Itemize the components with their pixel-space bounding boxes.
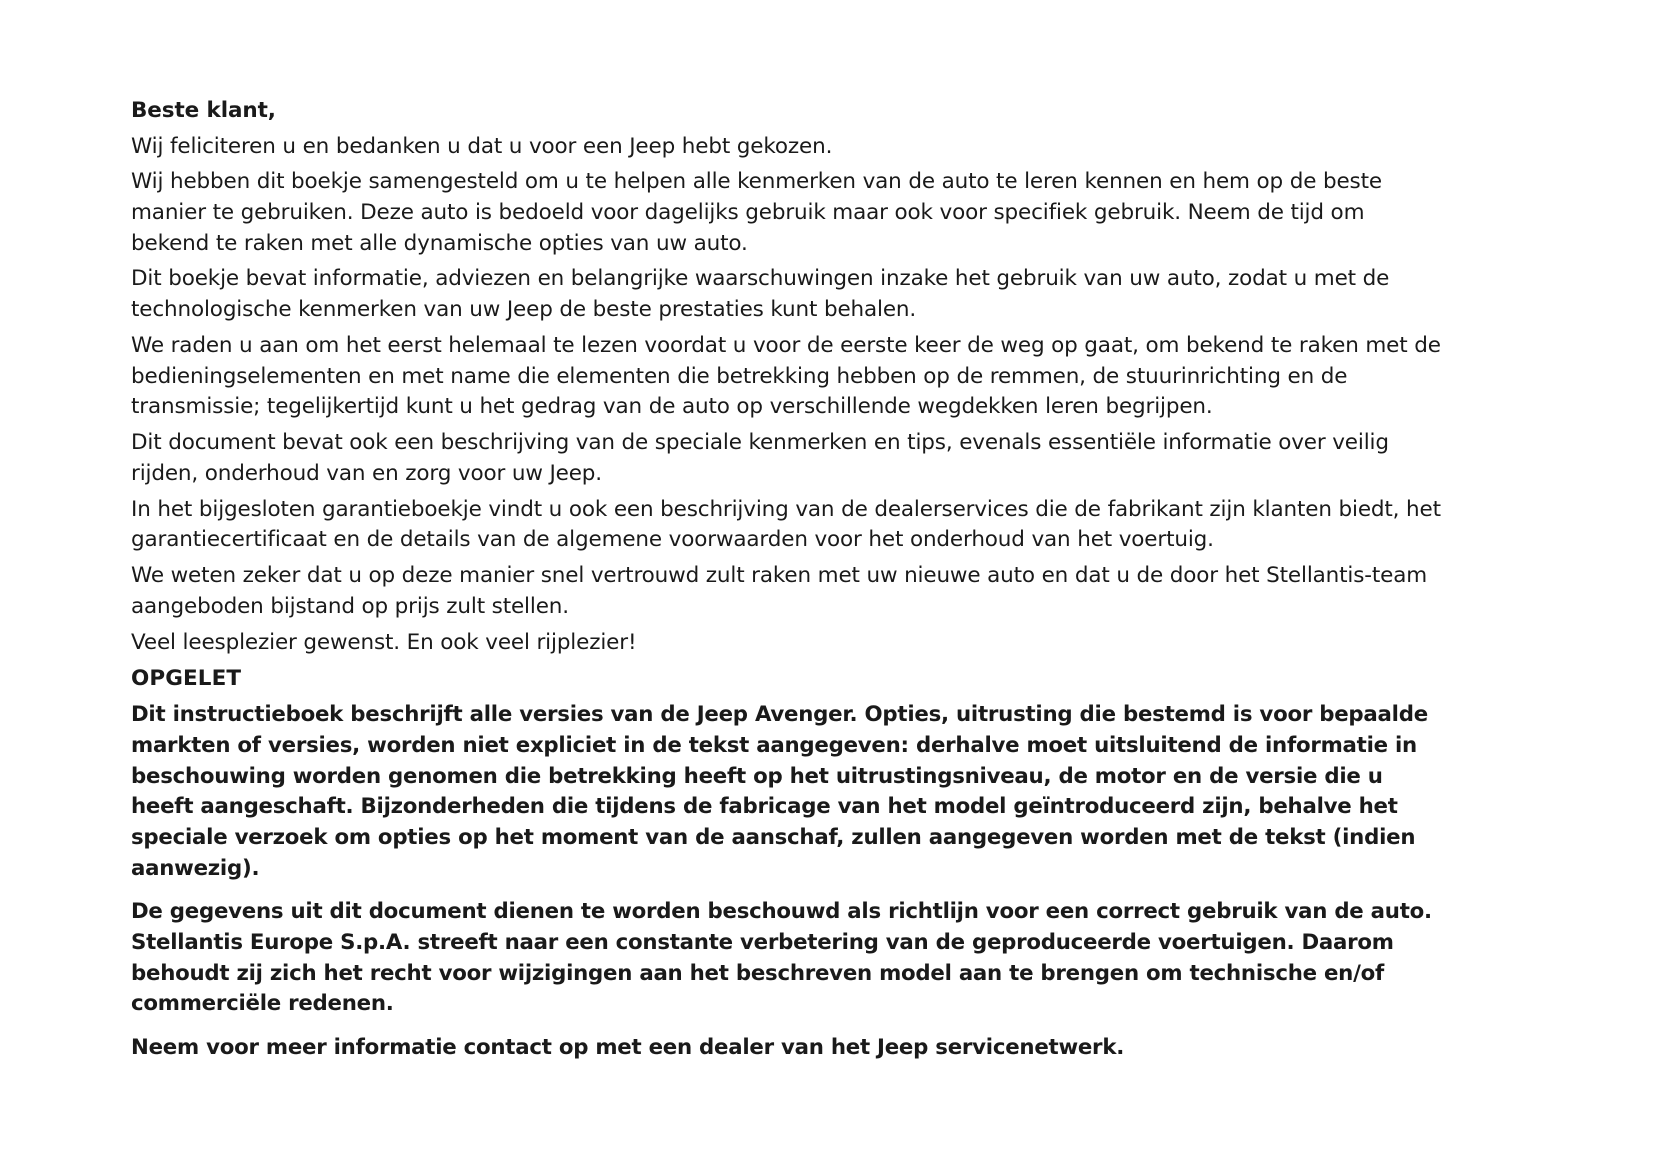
intro-paragraph-2: Wij hebben dit boekje samengesteld om u te helpen alle kenmerken van de auto te leren kennen en hem op de beste manier te gebruiken. Deze auto is bedoeld voor dagelijks gebruik maar ook voor specifiek gebruik. Neem de tijd om bekend te raken met alle dynamische opties van uw auto. (131, 169, 1382, 256)
caution-paragraph-1: Dit instructieboek beschrijft alle versies van de Jeep Avenger. Opties, uitrusting die bestemd is voor bepaalde markten of versies, worden niet expliciet in de tekst aangegeven: derhalve moet uitsluitend de informatie in beschouwing worden genomen die betrekking heeft op het uitrustingsniveau, de motor en de versie die u heeft aangeschaft. Bijzonderheden die tijdens de fabricage van het model geïntroduceerd zijn, behalve het speciale verzoek om opties op het moment van de aanschaf, zullen aangegeven worden met de tekst (indien aanwezig). (131, 702, 1428, 881)
intro-paragraph-7: We weten zeker dat u op deze manier snel vertrouwd zult raken met uw nieuwe auto en dat u de door het Stellantis-team aangeboden bijstand op prijs zult stellen. (131, 563, 1428, 619)
intro-paragraph-1: Wij feliciteren u en bedanken u dat u voor een Jeep hebt gekozen. (131, 133, 833, 159)
greeting-heading: Beste klant, (131, 98, 276, 123)
caution-paragraph-2: De gegevens uit dit document dienen te worden beschouwd als richtlijn voor een correct gebruik van de auto. Stellantis Europe S.p.A. streeft naar een constante verbetering van de geproduceerde voertuigen. Daarom behoudt zij zich het recht voor wijzigingen aan het beschreven model aan te brengen om technische en/of commerciële redenen. (131, 899, 1432, 1017)
caution-paragraph-3: Neem voor meer informatie contact op met een dealer van het Jeep servicenetwerk. (131, 1034, 1125, 1060)
intro-paragraph-5: Dit document bevat ook een beschrijving van de speciale kenmerken en tips, evenals essentiële informatie over veilig rijden, onderhoud van en zorg voor uw Jeep. (131, 430, 1389, 486)
intro-paragraph-3: Dit boekje bevat informatie, adviezen en belangrijke waarschuwingen inzake het gebruik van uw auto, zodat u met de technologische kenmerken van uw Jeep de beste prestaties kunt behalen. (131, 266, 1390, 323)
caution-heading: OPGELET (131, 666, 242, 692)
intro-paragraph-6: In het bijgesloten garantieboekje vindt u ook een beschrijving van de dealerservices die de fabrikant zijn klanten biedt, het garantiecertificaat en de details van de algemene voorwaarden voor het onderhoud van het voertuig. (131, 496, 1441, 553)
intro-paragraph-8: Veel leesplezier gewenst. En ook veel rijplezier! (131, 629, 637, 655)
intro-paragraph-4: We raden u aan om het eerst helemaal te lezen voordat u voor de eerste keer de weg op gaat, om bekend te raken met de bedieningselementen en met name die elementen die betrekking hebben op de remmen, de stuurinrichting en de transmissie; tegelijkertijd kunt u het gedrag van de auto op verschillende wegdekken leren begrijpen. (131, 332, 1441, 420)
document-body (131, 96, 1441, 1077)
